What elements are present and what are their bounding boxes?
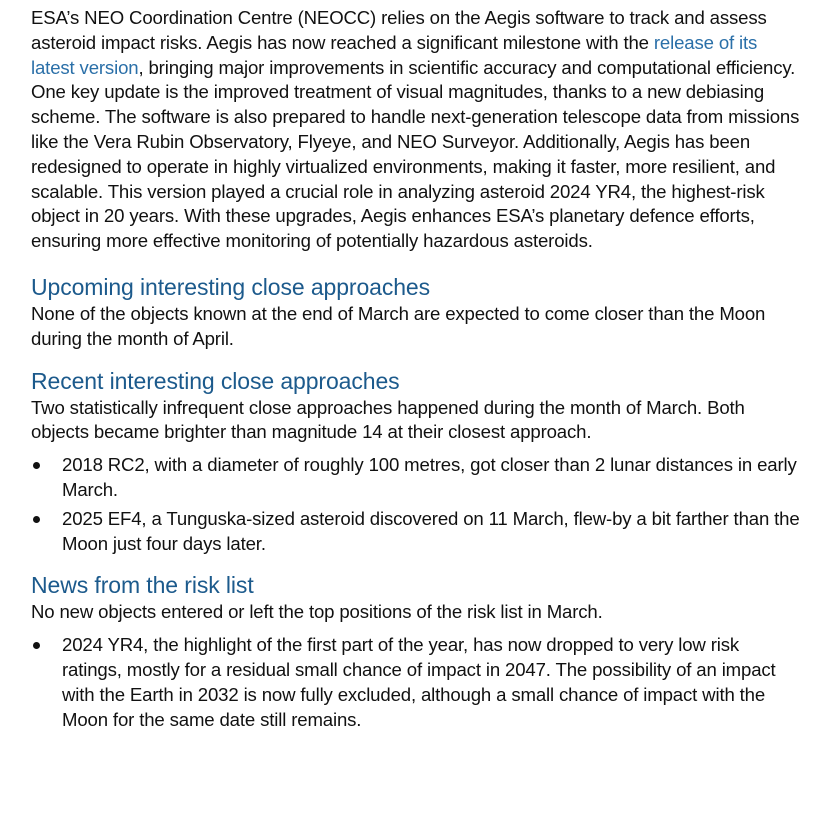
- section-risk-list-news: [31, 570, 800, 732]
- section-heading: Upcoming interesting close approaches: [31, 273, 431, 300]
- bullet-icon: [33, 462, 40, 469]
- list-item: [31, 453, 800, 503]
- latest-version-link[interactable]: release of its latest version: [31, 31, 758, 78]
- section-heading: News from the risk list: [31, 572, 254, 599]
- bullet-icon: [33, 516, 40, 523]
- list-item-text: 2025 EF4, a Tunguska-sized asteroid discovered on 11 March, flew-by a bit farther than the Moon just four days later.: [62, 507, 800, 554]
- section-heading: Recent interesting close approaches: [31, 367, 400, 394]
- intro-text-after-link: , bringing major improvements in scientific accuracy and computational efficiency. One key update is the improved treatment of visual magnitudes, thanks to a new debiasing scheme. The software is also prepared to handle next-generation telescope data from missions like the Vera Rubin Observatory, Flyeye, and NEO Surveyor. Additionally, Aegis has been redesigned to operate in highly virtualized environments, making it faster, more resilient, and scalable. This version played a crucial role in analyzing asteroid 2024 YR4, the highest-risk object in 20 years. With these upgrades, Aegis enhances ESA’s planetary defence efforts, ensuring more effective monitoring of potentially hazardous asteroids.: [31, 56, 800, 252]
- section-body: Two statistically infrequent close approaches happened during the month of March. Both objects became brighter than magnitude 14 at their closest approach.: [31, 396, 745, 443]
- bullet-list: [31, 633, 800, 732]
- bullet-list: [31, 453, 800, 556]
- section-recent-close-approaches: [31, 366, 800, 557]
- list-item-text: 2018 RC2, with a diameter of roughly 100 metres, got closer than 2 lunar distances in early March.: [62, 454, 797, 500]
- intro-text-before-link: ESA’s NEO Coordination Centre (NEOCC) relies on the Aegis software to track and assess asteroid impact risks. Aegis has now reached a significant milestone with the: [31, 7, 767, 53]
- list-item: [31, 507, 800, 557]
- bullet-icon: [33, 642, 40, 649]
- section-body: None of the objects known at the end of March are expected to come closer than the Moon during the month of April.: [31, 302, 766, 349]
- list-item: [31, 633, 800, 732]
- intro-paragraph: [31, 6, 800, 254]
- list-item-text: 2024 YR4, the highlight of the first part of the year, has now dropped to very low risk ratings, mostly for a residual small chance of impact in 2047. The possibility of an impact with the Earth in 2032 is now fully excluded, although a small chance of impact with the Moon for the same date still remains.: [62, 634, 776, 730]
- section-body: No new objects entered or left the top positions of the risk list in March.: [31, 601, 603, 623]
- section-upcoming-close-approaches: [31, 272, 800, 352]
